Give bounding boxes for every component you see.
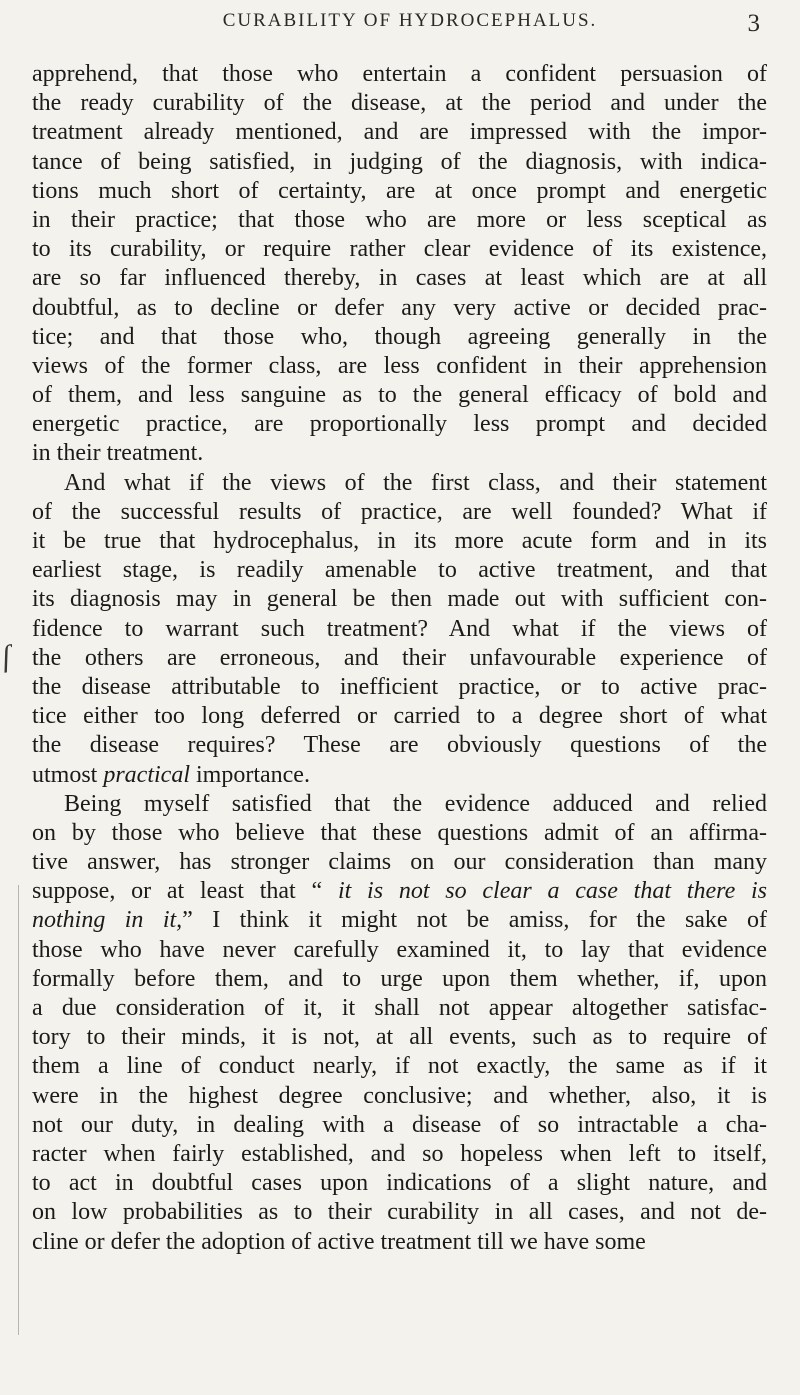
text-segment: ” I think it might not be amiss, for the sake of: [182, 907, 767, 934]
running-title: CURABILITY OF HYDROCEPHALUS.: [222, 10, 598, 31]
italic-phrase: it is not so clear a case that there is: [337, 878, 767, 905]
italic-phrase: practical: [103, 761, 190, 788]
text-line: tance of being satisfied, in judging of the diagnosis, with indica-: [32, 148, 767, 175]
text-line: not our duty, in dealing with a disease of so intractable a cha-: [32, 1111, 767, 1138]
text-line: on by those who believe that these questions admit of an affirma-: [32, 819, 767, 846]
text-line: those who have never carefully examined it, to lay that evidence: [32, 936, 767, 963]
text-line: tions much short of certainty, are at once prompt and energetic: [32, 177, 767, 204]
running-head: [60, 10, 760, 42]
text-line: on low probabilities as to their curability in all cases, and not de-: [32, 1199, 767, 1226]
text-line: of the successful results of practice, are well founded? What if: [32, 498, 767, 525]
text-line: in their practice; that those who are more or less sceptical as: [32, 206, 767, 233]
text-line: treatment already mentioned, and are impressed with the impor-: [32, 119, 767, 146]
text-line: formally before them, and to urge upon them whether, if, upon: [32, 965, 767, 992]
text-line: them a line of conduct nearly, if not exactly, the same as if it: [32, 1053, 767, 1080]
margin-rule: [18, 885, 19, 1335]
text-line: tice; and that those who, though agreeing generally in the: [32, 323, 767, 350]
text-line: And what if the views of the first class, and their statement: [64, 469, 767, 496]
text-line: it be true that hydrocephalus, in its more acute form and in its: [32, 528, 767, 554]
text-line: were in the highest degree conclusive; and whether, also, it is: [32, 1082, 767, 1109]
text-line: [32, 761, 767, 790]
text-line: Being myself satisfied that the evidence adduced and relied: [64, 790, 767, 817]
text-line: energetic practice, are proportionally less prompt and decided: [32, 411, 767, 438]
text-line: to act in doubtful cases upon indications of a slight nature, and: [32, 1170, 767, 1197]
margin-annotation: ſ: [0, 639, 13, 674]
text-line: the others are erroneous, and their unfavourable experience of: [32, 644, 767, 671]
text-line: tory to their minds, it is not, at all events, such as to require of: [32, 1024, 767, 1051]
page-number: 3: [747, 10, 760, 37]
text-line: racter when fairly established, and so hopeless when left to itself,: [32, 1140, 767, 1167]
body-text: [32, 60, 767, 1257]
text-line: to its curability, or require rather clear evidence of its existence,: [32, 236, 767, 263]
text-line: doubtful, as to decline or defer any very active or decided prac-: [32, 294, 767, 321]
text-line: fidence to warrant such treatment? And what if the views of: [32, 615, 767, 642]
text-line: [32, 877, 767, 906]
text-line: the disease attributable to inefficient practice, or to active prac-: [32, 673, 767, 700]
italic-phrase: nothing in it,: [32, 907, 183, 934]
text-line: the ready curability of the disease, at the period and under the: [32, 90, 767, 117]
text-line: apprehend, that those who entertain a confident persuasion of: [32, 61, 767, 87]
text-line: cline or defer the adoption of active treatment till we have some: [32, 1228, 646, 1255]
text-line: earliest stage, is readily amenable to active treatment, and that: [32, 557, 767, 584]
text-line: tice either too long deferred or carried to a degree short of what: [32, 703, 767, 730]
text-segment: suppose, or at least that “: [32, 878, 338, 905]
text-line: of them, and less sanguine as to the general efficacy of bold and: [32, 382, 767, 409]
text-segment: importance.: [190, 761, 310, 788]
text-line: are so far influenced thereby, in cases at least which are at all: [32, 265, 767, 292]
text-line: a due consideration of it, it shall not appear altogether satisfac-: [32, 995, 767, 1021]
text-line: its diagnosis may in general be then made out with sufficient con-: [32, 586, 767, 613]
text-line: tive answer, has stronger claims on our consideration than many: [32, 849, 767, 876]
text-line: the disease requires? These are obviously questions of the: [32, 732, 767, 759]
text-line: [32, 906, 767, 935]
text-segment: utmost: [32, 761, 104, 788]
text-line: in their treatment.: [32, 440, 204, 467]
text-line: views of the former class, are less confident in their apprehension: [32, 352, 767, 379]
